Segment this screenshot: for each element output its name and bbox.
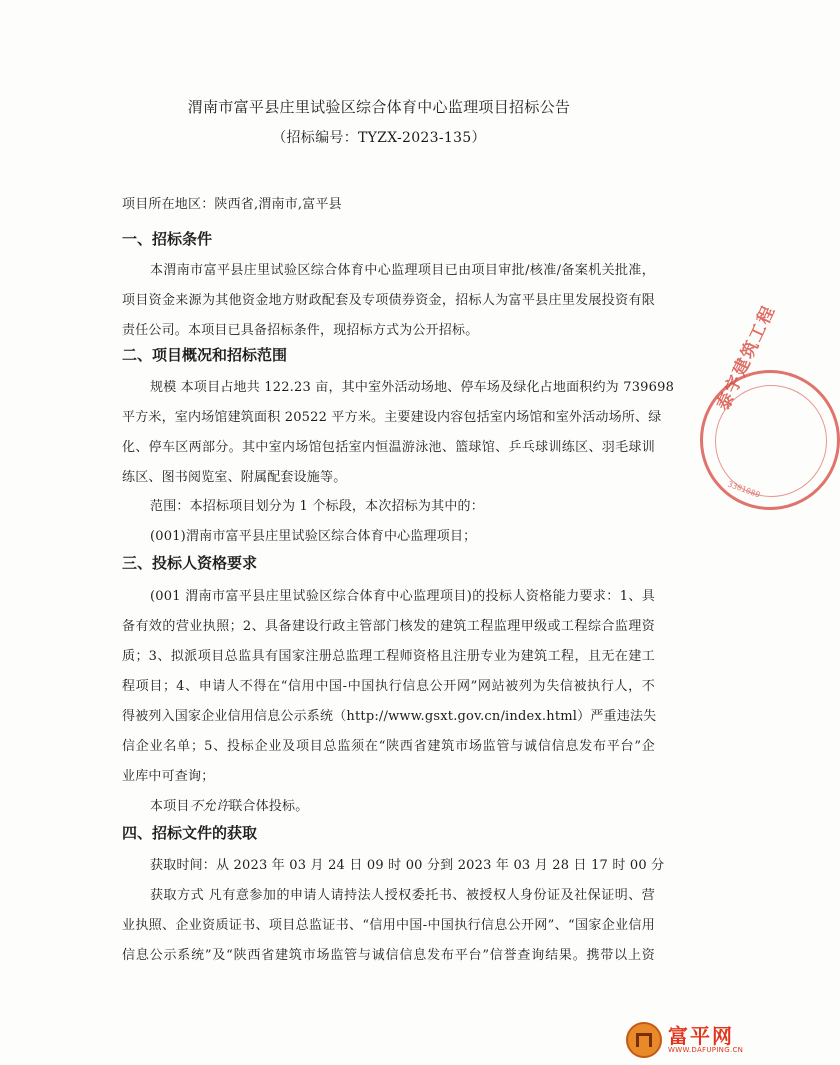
document-title: 渭南市富平县庄里试验区综合体育中心监理项目招标公告 (187, 98, 571, 116)
section-3-line: 质；3、拟派项目总监具有国家注册总监理工程师资格且注册专业为建筑工程，且无在建工 (122, 649, 655, 664)
section-2-heading: 二、项目概况和招标范围 (122, 346, 288, 364)
section-1-line: 本渭南市富平县庄里试验区综合体育中心监理项目已由项目审批/核准/备案机关批准， (150, 263, 655, 278)
section-3-line: 备有效的营业执照；2、具备建设行政主管部门核发的建筑工程监理甲级或工程综合监理资 (122, 619, 655, 634)
company-seal (700, 301, 840, 510)
joint-bid-prefix: 本项目 (150, 799, 190, 814)
section-4-time: 获取时间：从 2023 年 03 月 24 日 09 时 00 分到 2023 年 03 月 28 日 17 时 00 分 (150, 858, 665, 873)
seal-number: 3301080 (726, 479, 762, 500)
section-2-line: 规模 本项目占地共 122.23 亩，其中室外活动场地、停车场及绿化占地面积约为 739698 (150, 380, 675, 395)
site-logo[interactable] (626, 1020, 754, 1060)
section-3-line: (001 渭南市富平县庄里试验区综合体育中心监理项目)的投标人资格能力要求：1、具 (150, 589, 655, 604)
section-1-line: 项目资金来源为其他资金地方财政配套及专项债券资金，招标人为富平县庄里发展投资有限 (122, 293, 655, 308)
section-4-heading: 四、招标文件的获取 (122, 824, 258, 842)
section-3-line: 信企业名单；5、投标企业及项目总监须在“陕西省建筑市场监管与诚信信息发布平台”企 (122, 739, 655, 754)
section-4-line: 获取方式 凡有意参加的申请人请持法人授权委托书、被授权人身份证及社保证明、营 (150, 888, 655, 903)
logo-url: WWW.DAFUPING.CN (668, 1046, 744, 1054)
project-region: 项目所在地区：陕西省,渭南市,富平县 (122, 197, 342, 212)
section-3-line: 得被列入国家企业信用信息公示系统（http://www.gsxt.gov.cn/index.html）严重违法失 (122, 709, 657, 724)
logo-name: 富平网 (668, 1024, 734, 1048)
section-4-line: 业执照、企业资质证书、项目总监证书、“信用中国-中国执行信息公开网”、“国家企业信用 (122, 918, 655, 933)
section-2-line: 练区、图书阅览室、附属配套设施等。 (122, 470, 347, 485)
section-3-heading: 三、投标人资格要求 (122, 554, 258, 572)
joint-bid-suffix: 联合体投标。 (229, 799, 309, 814)
seal-text: 泰宇建筑工程 (713, 301, 780, 414)
joint-bid-note (150, 798, 308, 816)
section-2-lot: (001)渭南市富平县庄里试验区综合体育中心监理项目； (150, 529, 477, 544)
section-2-line: 平方米，室内场馆建筑面积 20522 平方米。主要建设内容包括室内场馆和室外活动场所、绿 (122, 410, 662, 425)
section-3-line: 业库中可查询； (122, 769, 215, 784)
tender-number: （招标编号：TYZX-2023-135） (272, 130, 486, 146)
section-1-heading: 一、招标条件 (122, 230, 213, 248)
logo-emblem-icon (626, 1022, 662, 1058)
joint-bid-italic: 不允许 (189, 799, 230, 814)
section-3-line: 程项目；4、申请人不得在“信用中国-中国执行信息公开网”网站被列为失信被执行人，不 (122, 679, 655, 694)
section-1-line: 责任公司。本项目已具备招标条件，现招标方式为公开招标。 (122, 323, 479, 338)
section-2-scope: 范围：本招标项目划分为 1 个标段，本次招标为其中的： (150, 499, 484, 514)
section-2-line: 化、停车区两部分。其中室内场馆包括室内恒温游泳池、篮球馆、乒乓球训练区、羽毛球训 (122, 440, 655, 455)
section-4-line: 信息公示系统”及“陕西省建筑市场监管与诚信信息发布平台”信誉查询结果。携带以上资 (122, 948, 655, 963)
